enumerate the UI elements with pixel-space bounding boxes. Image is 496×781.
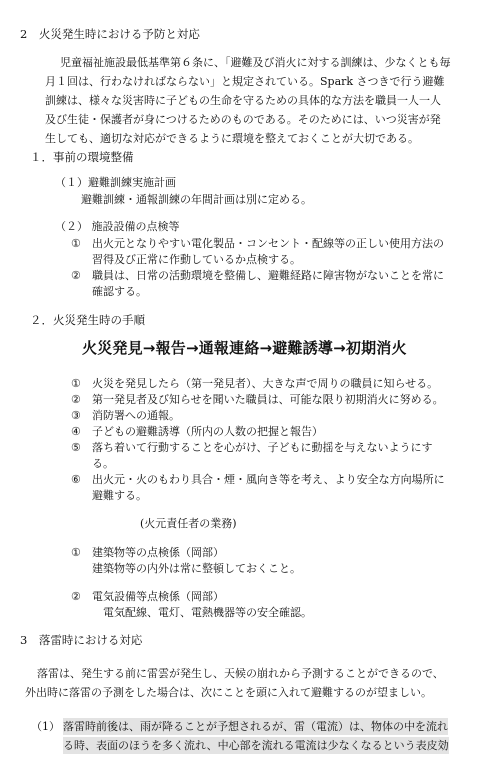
- step-line: る。: [92, 457, 114, 470]
- duty-body: 電気配線、電灯、電熱機器等の安全確認。: [103, 606, 312, 619]
- step-line: 落ち着いて行動することを心がけ、子どもに動揺を与えないようにす: [92, 441, 433, 454]
- lightning-item-number: （1）: [31, 720, 60, 733]
- lightning-item-line: 落雷時前後は、雨が降ることが予想されるが、雷（電流）は、物体の中を流れ: [63, 720, 448, 733]
- section-3-intro-line: 落雷は、発生する前に雷雲が発生し、天候の崩れから予測することができるので、: [37, 667, 444, 680]
- step-number: ②: [71, 393, 81, 406]
- duty-title: 電気設備等点検係（岡部）: [92, 590, 224, 603]
- lightning-item-line: る時、表面のほうを多く流れ、中心部を流れる電流は少なくなるという表皮効: [63, 739, 449, 752]
- step-line: 避難する。: [92, 489, 147, 502]
- duty-number: ①: [71, 546, 81, 559]
- intro-line: 訓練は、様々な災害時に子どもの生命を守るための具体的な方法を職員一人一人: [45, 94, 441, 107]
- section-2-heading: 2 火災発生時における予防と対応: [20, 27, 200, 41]
- point-number: ①: [71, 237, 81, 250]
- item-2-heading: （２） 施設設備の点検等: [55, 220, 180, 233]
- step-line: 子どもの避難誘導（所内の人数の把握と報告）: [92, 425, 323, 438]
- intro-line: 児童福祉施設最低基準第６条に、「避難及び消火に対する訓練は、少なくとも毎: [60, 56, 451, 69]
- point-line: 習得及び正常に作動しているか点検する。: [92, 253, 301, 266]
- step-number: ①: [71, 377, 81, 390]
- item-1-heading: （１）避難訓練実施計画: [55, 176, 176, 189]
- point-line: 出火元となりやすい電化製品・コンセント・配線等の正しい使用方法の: [92, 237, 444, 250]
- fire-warden-duties-heading: (火元責任者の業務): [140, 517, 237, 530]
- intro-line: 生しても、適切な対応ができるように環境を整えておくことが大切である。: [45, 132, 419, 145]
- duty-title: 建築物等の点検係（岡部）: [92, 546, 224, 559]
- intro-line: 及び生徒・保護者が身につけるためのものである。そのためには、いつ災害が発: [45, 113, 441, 126]
- subsection-2-heading: ２．火災発生時の手順: [30, 313, 145, 327]
- duty-number: ②: [71, 590, 81, 603]
- step-number: ⑥: [71, 473, 81, 486]
- item-1-body: 避難訓練・通報訓練の年間計画は別に定める。: [81, 193, 312, 206]
- step-line: 出火元・火のもわり具合・煙・風向き等を考え、より安全な方向場所に: [92, 473, 445, 486]
- fire-response-flow: 火災発見→報告→通報連絡→避難誘導→初期消火: [82, 339, 407, 357]
- step-line: 第一発見者及び知らせを聞いた職員は、可能な限り初期消火に努める。: [92, 393, 444, 406]
- subsection-1-heading: １．事前の環境整備: [30, 150, 134, 164]
- duty-body: 建築物等の内外は常に整頓しておくこと。: [92, 562, 301, 575]
- intro-line: 月１回は、行わなければならない」と規定されている。Spark さつきで行う避難: [45, 75, 445, 88]
- step-line: 火災を発見したら（第一発見者）、大きな声で周りの職員に知らせる。: [92, 377, 439, 390]
- point-line: 職員は、日常の活動環境を整備し、避難経路に障害物がないことを常に: [92, 269, 444, 282]
- section-3-intro-line: 外出時に落雷の予測をした場合は、次にことを頭に入れて避難するのが望ましい。: [25, 686, 432, 699]
- point-number: ②: [71, 269, 81, 282]
- section-3-heading: 3 落雷時における対応: [20, 633, 143, 647]
- step-line: 消防署への通報。: [92, 409, 180, 422]
- step-number: ③: [71, 409, 81, 422]
- step-number: ④: [71, 425, 81, 438]
- point-line: 確認する。: [92, 285, 147, 298]
- step-number: ⑤: [71, 441, 81, 454]
